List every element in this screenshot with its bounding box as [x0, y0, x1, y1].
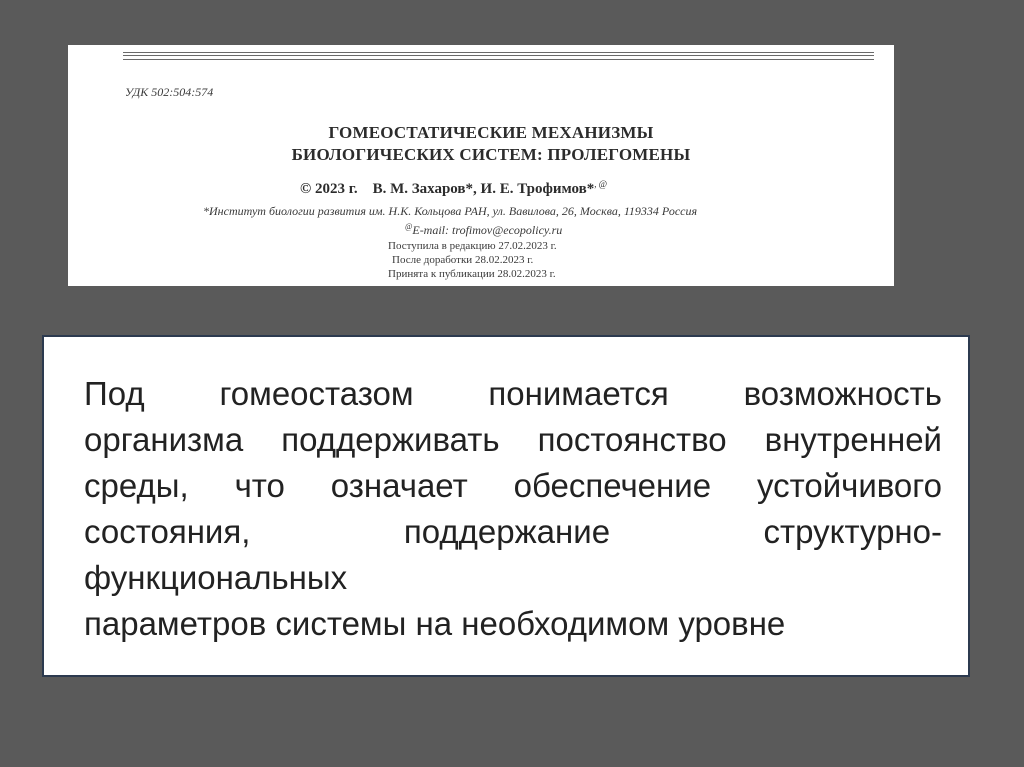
definition-line-6: параметров системы на необходимом уровне — [84, 605, 786, 642]
word: понимается — [488, 375, 669, 412]
word: организма — [84, 421, 244, 458]
word: состояния, — [84, 513, 251, 550]
word: среды, — [84, 467, 189, 504]
word: структурно- — [763, 513, 942, 550]
definition-line-4 — [84, 509, 942, 555]
definition-text-box — [42, 335, 970, 677]
email-text: E-mail: trofimov@ecopolicy.ru — [412, 223, 563, 237]
word: Под — [84, 375, 145, 412]
header-rule — [123, 59, 874, 60]
article-header-image — [68, 45, 894, 286]
word: обеспечение — [513, 467, 712, 504]
word: означает — [330, 467, 468, 504]
udk-code: УДК 502:504:574 — [125, 85, 214, 99]
definition-line-5: функциональных — [84, 559, 348, 596]
word: внутренней — [764, 421, 942, 458]
definition-line-2 — [84, 417, 942, 463]
word: гомеостазом — [219, 375, 414, 412]
date-revised: После доработки 28.02.2023 г. — [392, 254, 534, 266]
article-title-line-2: БИОЛОГИЧЕСКИХ СИСТЕМ: ПРОЛЕГОМЕНЫ — [291, 145, 691, 164]
header-rule — [123, 55, 874, 56]
homeostasis-definition — [84, 371, 942, 647]
word: что — [234, 467, 285, 504]
date-accepted: Принята к публикации 28.02.2023 г. — [388, 268, 556, 280]
date-received: Поступила в редакцию 27.02.2023 г. — [388, 240, 557, 252]
email-superscript: @ — [405, 222, 413, 231]
authors-text: © 2023 г. В. М. Захаров*, И. Е. Трофимов* — [300, 181, 595, 197]
author-affiliation: *Институт биологии развития им. Н.К. Кольцова РАН, ул. Вавилова, 26, Москва, 119334 Россия — [203, 204, 698, 218]
article-authors — [300, 179, 607, 198]
word: возможность — [743, 375, 942, 412]
word: устойчивого — [756, 467, 942, 504]
definition-line-1 — [84, 371, 942, 417]
word: постоянство — [537, 421, 727, 458]
header-rule — [123, 52, 874, 53]
article-dates — [388, 239, 557, 281]
word: поддерживать — [281, 421, 500, 458]
definition-line-3 — [84, 463, 942, 509]
author-email — [405, 222, 562, 238]
authors-superscript: , @ — [594, 179, 608, 189]
article-title-line-1: ГОМЕОСТАТИЧЕСКИЕ МЕХАНИЗМЫ — [328, 123, 654, 142]
word: поддержание — [403, 513, 611, 550]
